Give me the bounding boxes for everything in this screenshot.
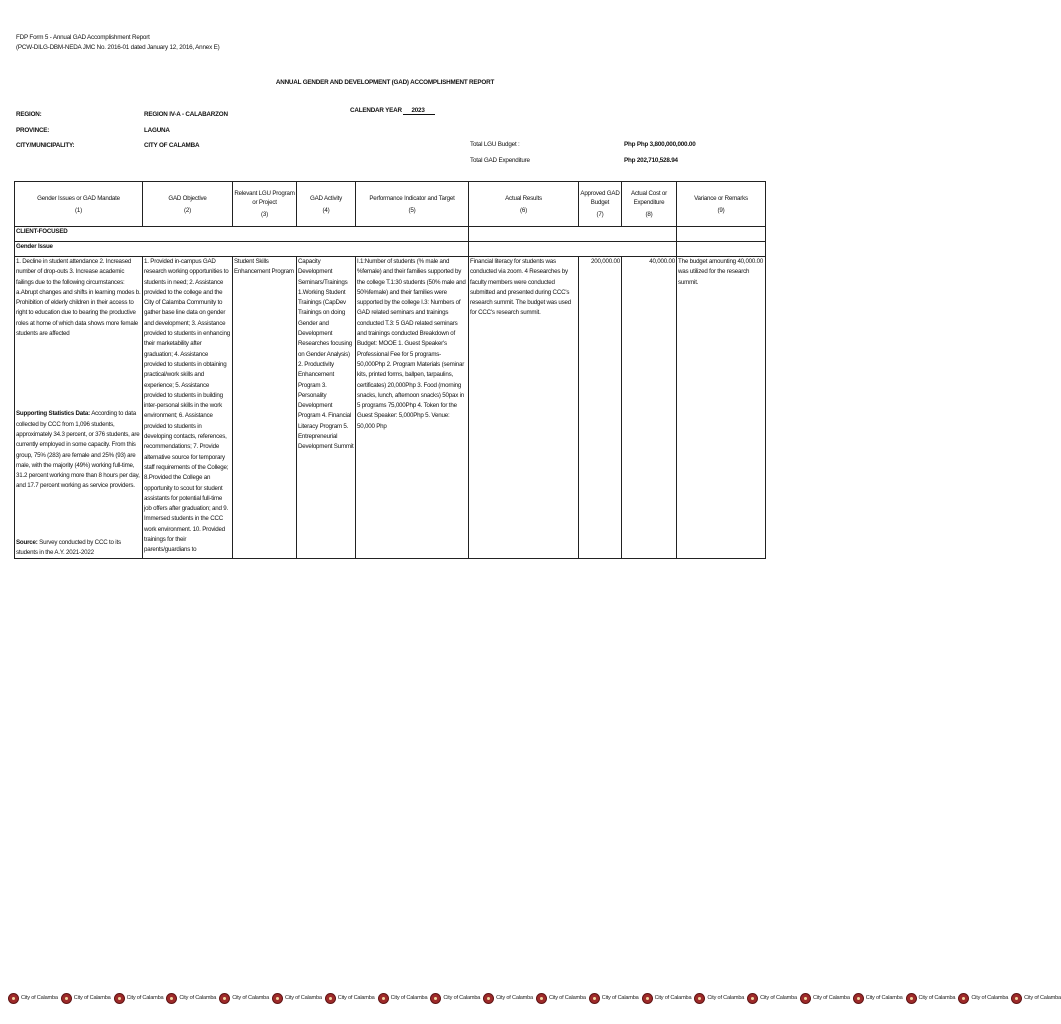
city-seal-icon	[483, 993, 494, 1004]
source-label: Source:	[16, 538, 38, 546]
cell-actual-results: Financial literacy for students was conducted via zoom. 4 Researches by faculty members were conducted submitted and presented during CCC's research summit. The budget was used for CCC's research summit.	[469, 257, 579, 559]
city-seal-item	[114, 993, 164, 1004]
city-seal-icon	[325, 993, 336, 1004]
calendar-year-value: 2023	[403, 107, 434, 115]
city-seal-item	[747, 993, 797, 1004]
city-value: CITY OF CALAMBA	[144, 142, 200, 149]
section-label: CLIENT-FOCUSED	[15, 227, 469, 242]
col-header-gad-activity: GAD Activity (4)	[297, 182, 356, 227]
city-seal-label: City of Calamba	[707, 995, 745, 1001]
city-seal-label: City of Calamba	[232, 995, 269, 1001]
cell-approved-budget: 200,000.00	[579, 257, 622, 559]
city-seal-icon	[114, 993, 125, 1004]
city-seal-label: City of Calamba	[337, 995, 375, 1001]
form-line-2: (PCW-DILG-DBM-NEDA JMC No. 2016-01 dated January 12, 2016, Annex E)	[16, 44, 220, 51]
city-seal-icon	[61, 993, 72, 1004]
city-seal-item	[1011, 993, 1061, 1004]
city-seal-icon	[536, 993, 547, 1004]
cell-gender-issue	[15, 257, 143, 559]
city-seal-icon	[589, 993, 600, 1004]
cell-actual-cost: 40,000.00	[622, 257, 677, 559]
city-seal-label: City of Calamba	[865, 995, 903, 1001]
city-seal-icon	[430, 993, 441, 1004]
city-seal-label: City of Calamba	[284, 995, 322, 1001]
stats-text: According to data collected by CCC from 1,096 students, approximately 34.3 percent, or 376 students, are currently employed in some capacity. From this group, 75% (283) are female and 25% (93) are male, with the majority (49%) working full-time, 31.2 percent working more than 8 hours per day, and 17.7 percent working as service providers.	[16, 410, 140, 490]
col-header-gender-issue: Gender Issues or GAD Mandate (1)	[15, 182, 143, 227]
city-seal-label: City of Calamba	[73, 995, 111, 1001]
city-seal-label: City of Calamba	[760, 995, 797, 1001]
city-seal-item	[325, 993, 375, 1004]
province-value: LAGUNA	[144, 126, 170, 134]
city-seal-item	[958, 993, 1008, 1004]
table-header-row	[15, 182, 766, 227]
city-seal-item	[483, 993, 533, 1004]
city-seal-icon	[272, 993, 283, 1004]
form-identifier	[16, 33, 219, 53]
total-budget-value: Php Php 3,800,000,000.00	[624, 141, 696, 148]
city-seal-icon	[1011, 993, 1022, 1004]
cell-performance-indicator: I.1:Number of students (% male and %female) and their families supported by the college T.1:30 students (50% male and 50%female) and their families were supported by the college I.3: Numbers of GAD related seminars and trainings conducted T.3: 5 GAD related seminars and trainings conducted Breakdown of Budget: MOOE 1. Guest Speaker's Professional Fee for 5 programs- 50,000Php 2. Program Materials (seminar kits, printed forms, ballpen, tarpaulins, certificates) 20,000Php 3. Food (morning snacks, lunch, afternoon snacks) 50pax in 5 programs 75,000Php 4. Token for the Guest Speaker: 5,000Php 5. Venue: 50,000 Php	[356, 257, 469, 559]
col-header-approved-budget: Approved GAD Budget (7)	[579, 182, 622, 227]
source-text: Survey conducted by CCC to its students in the A.Y. 2021-2022	[16, 538, 121, 557]
city-seal-label: City of Calamba	[21, 995, 58, 1001]
region-value: REGION IV-A - CALABARZON	[144, 111, 228, 118]
stats-label: Supporting Statistics Data:	[16, 410, 91, 418]
total-expenditure-value: Php 202,710,528.94	[624, 157, 678, 164]
cell-gad-activity: Capacity Development Seminars/Trainings 1.Working Student Trainings (CapDev Trainings on doing Gender and Development Researches focusing on Gender Analysis) 2. Productivity Enhancement Program 3. Personality Development Program 4. Financial Literacy Program 5. Entrepreneurial Development Summit	[297, 257, 356, 559]
city-seal-icon	[853, 993, 864, 1004]
budget-labels	[470, 137, 530, 169]
city-seal-label: City of Calamba	[390, 995, 428, 1001]
city-seal-icon	[378, 993, 389, 1004]
city-label: CITY/MUNICIPALITY:	[16, 142, 75, 149]
city-seal-item	[536, 993, 586, 1004]
city-seal-item	[61, 993, 111, 1004]
supporting-statistics	[16, 409, 141, 491]
city-seal-label: City of Calamba	[971, 995, 1009, 1001]
city-seal-label: City of Calamba	[918, 995, 956, 1001]
col-header-variance-remarks: Variance or Remarks (9)	[677, 182, 766, 227]
city-seal-icon	[694, 993, 705, 1004]
total-budget-label: Total LGU Budget :	[470, 141, 520, 148]
city-seal-item	[853, 993, 903, 1004]
col-header-gad-objective: GAD Objective (2)	[143, 182, 233, 227]
city-seal-item	[8, 993, 58, 1004]
city-seal-icon	[8, 993, 19, 1004]
city-seal-icon	[166, 993, 177, 1004]
report-title: ANNUAL GENDER AND DEVELOPMENT (GAD) ACCOMPLISHMENT REPORT	[275, 79, 495, 86]
form-line-1: FDP Form 5 - Annual GAD Accomplishment Report	[16, 34, 150, 41]
col-header-lgu-program: Relevant LGU Program or Project (3)	[233, 182, 297, 227]
city-seal-item	[219, 993, 269, 1004]
calendar-year	[350, 107, 435, 115]
city-seal-icon	[906, 993, 917, 1004]
city-seal-label: City of Calamba	[1024, 995, 1061, 1001]
location-values	[144, 107, 228, 154]
city-seal-item	[430, 993, 480, 1004]
city-seal-item	[166, 993, 216, 1004]
budget-values	[624, 137, 696, 169]
city-seal-label: City of Calamba	[601, 995, 639, 1001]
city-seal-icon	[800, 993, 811, 1004]
city-seal-label: City of Calamba	[126, 995, 164, 1001]
city-seal-label: City of Calamba	[654, 995, 692, 1001]
city-seal-item	[589, 993, 639, 1004]
col-header-actual-cost: Actual Cost or Expenditure (8)	[622, 182, 677, 227]
city-seal-label: City of Calamba	[812, 995, 850, 1001]
gad-accomplishment-table	[14, 181, 766, 559]
city-seal-label: City of Calamba	[443, 995, 481, 1001]
cell-lgu-program: Student Skills Enhancement Program	[233, 257, 297, 559]
city-seal-icon	[958, 993, 969, 1004]
city-seal-icon	[642, 993, 653, 1004]
city-seal-label: City of Calamba	[548, 995, 586, 1001]
location-labels	[16, 107, 74, 154]
city-seal-label: City of Calamba	[496, 995, 533, 1001]
city-seal-item	[378, 993, 428, 1004]
calendar-year-label: CALENDAR YEAR	[350, 107, 402, 114]
subsection-row-gender-issue	[15, 242, 766, 257]
section-row-client-focused	[15, 227, 766, 242]
city-seal-item	[272, 993, 322, 1004]
source-note	[16, 538, 141, 559]
subsection-label: Gender Issue	[15, 242, 469, 257]
col-header-actual-results: Actual Results (6)	[469, 182, 579, 227]
city-seal-item	[800, 993, 850, 1004]
total-expenditure-label: Total GAD Expenditure	[470, 157, 530, 164]
city-seal-item	[906, 993, 956, 1004]
city-seal-icon	[219, 993, 230, 1004]
region-label: REGION:	[16, 111, 42, 118]
col-header-performance-indicator: Performance Indicator and Target (5)	[356, 182, 469, 227]
province-label: PROVINCE:	[16, 126, 50, 134]
footer-seal-strip	[8, 990, 1061, 1006]
city-seal-item	[642, 993, 692, 1004]
issue-text: 1. Decline in student attendance 2. Increased number of drop-outs 3. Increase academic failings due to the following circumstances: a.Abrupt changes and shifts in learning modes b. Prohibition of elderly children in their access to right to education due to bearing the productive roles at home of which data shows more female students are affected	[16, 258, 141, 338]
cell-gad-objective: 1. Provided in-campus GAD research working opportunities to students in need; 2. Assistance provided to the college and the City of Calamba Community to gather base line data on gender and development; 3. Assistance provided to students in enhancing their marketability after graduation; 4. Assistance provided to students in obtaining practical/work skills and experience; 5. Assistance provided to students in building inter-personal skills in the work environment; 6. Assistance provided to students in developing contacts, references, recommendations; 7. Provide alternative source for temporary staff requirements of the College; 8.Provided the College an opportunity to scout for student assistants for potential full-time job offers after graduation; and 9. Immersed students in the CCC work environment. 10. Provided trainings for their parents/guardians to	[143, 257, 233, 559]
city-seal-icon	[747, 993, 758, 1004]
table-row	[15, 257, 766, 559]
cell-variance-remarks: The budget amounting 40,000.00 was utilized for the research summit.	[677, 257, 766, 559]
city-seal-item	[694, 993, 744, 1004]
city-seal-label: City of Calamba	[179, 995, 217, 1001]
